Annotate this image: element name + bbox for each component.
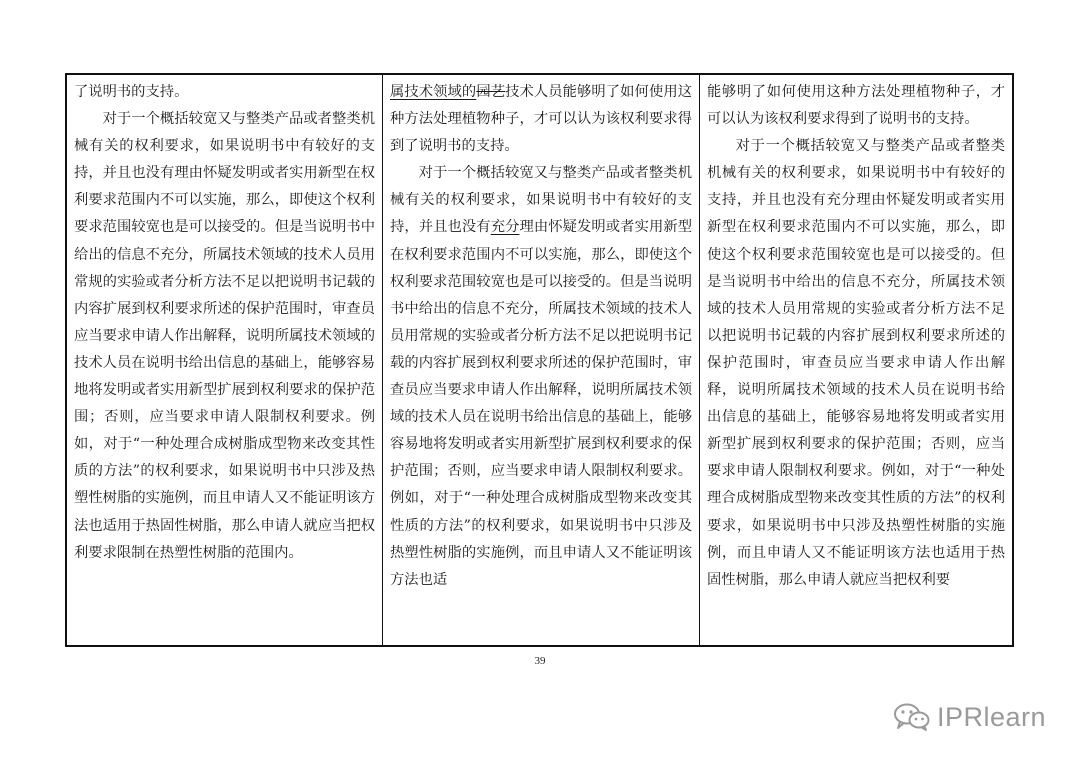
table-column-2 (383, 75, 700, 645)
paragraph-text: 能够明了如何使用这种方法处理植物种子，才可以认为该权利要求得到了说明书的支持。 (707, 84, 1005, 128)
page-number: 39 (534, 655, 546, 667)
wechat-icon (893, 702, 931, 732)
comparison-table (65, 73, 1014, 647)
deleted-text: 园艺 (476, 84, 506, 100)
paragraph (390, 160, 692, 594)
table-column-3 (700, 75, 1012, 645)
paragraph (707, 79, 1005, 133)
paragraph (74, 79, 375, 106)
inserted-text: 属技术领域的 (390, 84, 477, 100)
paragraph-text: 理由怀疑发明或者实用新型在权利要求范围内不可以实施，那么，即使这个权利要求范围较宽也是可以接受的。但是当说明书中给出的信息不充分，所属技术领域的技术人员用常规的实验或者分析方法不足以把说明书记载的内容扩展到权利要求所述的保护范围时，审查员应当要求申请人作出解释，说明所属技术领域的技术人员在说明书给出信息的基础上，能够容易地将发明或者实用新型扩展到权利要求的保护范围；否则，应当要求申请人限制权利要求。例如，对于“一种处理合成树脂成型物来改变其性质的方法”的权利要求，如果说明书中只涉及热塑性树脂的实施例，而且申请人又不能证明该方法也适 (390, 219, 693, 588)
paragraph (390, 79, 692, 160)
watermark-text: IPRlearn (936, 701, 1046, 732)
paragraph-text: 对于一个概括较宽又与整类产品或者整类机械有关的权利要求，如果说明书中有较好的支持，并且也没有充分理由怀疑发明或者实用新型在权利要求范围内不可以实施，那么，即使这个权利要求范围较宽也是可以接受的。但是当说明书中给出的信息不充分，所属技术领域的技术人员用常规的实验或者分析方法不足以把说明书记载的内容扩展到权利要求所述的保护范围时，审查员应当要求申请人作出解释，说明所属技术领域的技术人员在说明书给出信息的基础上，能够容易地将发明或者实用新型扩展到权利要求的保护范围；否则，应当要求申请人限制权利要求。例如，对于“一种处理合成树脂成型物来改变其性质的方法”的权利要求，如果说明书中只涉及热塑性树脂的实施例，而且申请人又不能证明该方法也适用于热固性树脂，那么申请人就应当把权利要 (707, 138, 1005, 588)
paragraph (74, 106, 375, 567)
table-column-1 (67, 75, 383, 645)
paragraph-text: 技术人员能够明了如何使用这种方法处理植物种子，才可以认为该权利要求得到了说明书的支持。 (390, 84, 693, 155)
paragraph-text: 了说明书的支持。 (74, 84, 189, 100)
inserted-text: 充分 (490, 219, 520, 236)
paragraph (707, 133, 1005, 594)
watermark (893, 700, 1046, 734)
paragraph-text: 对于一个概括较宽又与整类产品或者整类机械有关的权利要求，如果说明书中有较好的支持，并且也没有 (390, 165, 692, 236)
paragraph-text: 对于一个概括较宽又与整类产品或者整类机械有关的权利要求，如果说明书中有较好的支持，并且也没有理由怀疑发明或者实用新型在权利要求范围内不可以实施，那么，即使这个权利要求范围较宽也是可以接受的。但是当说明书中给出的信息不充分，所属技术领域的技术人员用常规的实验或者分析方法不足以把说明书记载的内容扩展到权利要求所述的保护范围时，审查员应当要求申请人作出解释，说明所属技术领域的技术人员在说明书给出信息的基础上，能够容易地将发明或者实用新型扩展到权利要求的保护范围；否则，应当要求申请人限制权利要求。例如，对于“一种处理合成树脂成型物来改变其性质的方法”的权利要求，如果说明书中只涉及热塑性树脂的实施例，而且申请人又不能证明该方法也适用于热固性树脂，那么申请人就应当把权利要求限制在热塑性树脂的范围内。 (74, 111, 375, 561)
